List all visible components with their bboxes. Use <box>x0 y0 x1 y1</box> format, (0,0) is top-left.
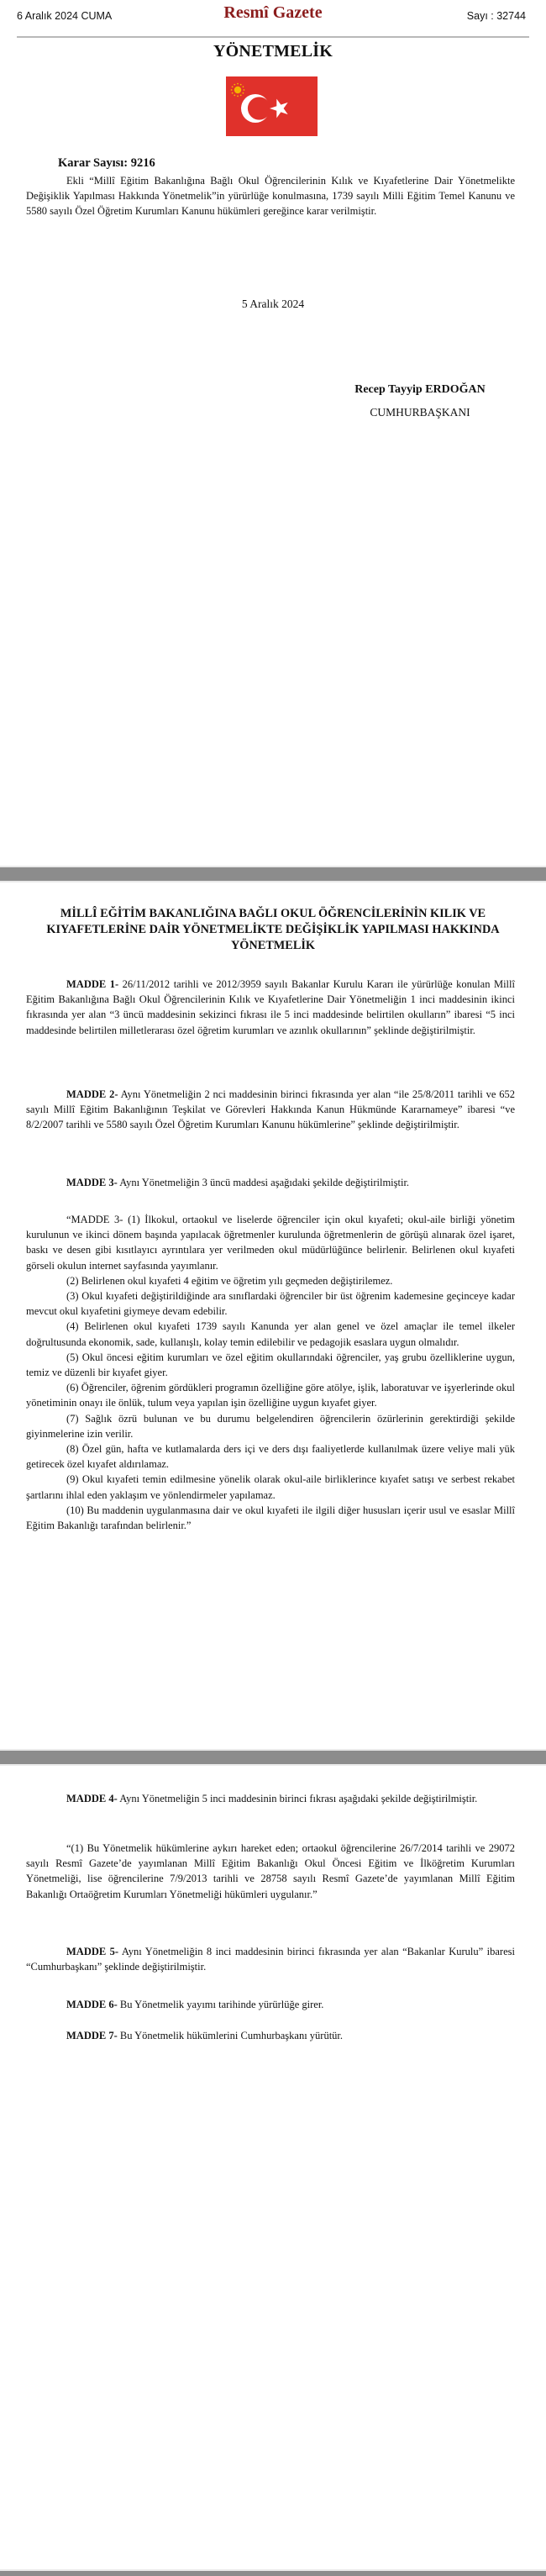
article-text: Aynı Yönetmeliğin 2 nci maddesinin birinci fıkrasında yer alan “ile 25/8/2011 tarihli ve 652 sayılı Millî Eğitim Bakanlığının Teşkilat ve Görevleri Hakkında Kanun Hükmünde Kararnameye” ibaresi “ve 8/2/2007 tarihli ve 5580 sayılı Özel Öğretim Kurumları Kanunu hükümlerine” şeklinde değiştirilmiştir. <box>26 1088 515 1131</box>
article-1 <box>26 977 515 1038</box>
article-label: MADDE 6- <box>66 1999 118 2010</box>
article-5 <box>26 1944 515 1974</box>
page-divider <box>0 2569 546 2576</box>
article-label: MADDE 5- <box>66 1946 119 1957</box>
issue-date: 6 Aralık 2024 CUMA <box>17 10 113 22</box>
article-label: MADDE 2- <box>66 1088 118 1100</box>
gazette-header <box>17 0 529 38</box>
signatory-title: CUMHURBAŞKANI <box>370 406 470 419</box>
presidential-flag-icon <box>226 76 318 136</box>
page-divider <box>0 866 546 882</box>
article-2 <box>26 1087 515 1133</box>
paragraph: (8) Özel gün, hafta ve kutlamalarda ders içi ve ders dışı faaliyetlerde kullanılmak üzere veliye mali yük getirecek özel kıyafet aldırılamaz. <box>26 1443 515 1471</box>
article-text: Bu Yönetmelik hükümlerini Cumhurbaşkanı yürütür. <box>117 2030 344 2041</box>
article-text: Aynı Yönetmeliğin 8 inci maddesinin birinci fıkrasında yer alan “Bakanlar Kurulu” ibaresi “Cumhurbaşkanı” şeklinde değiştirilmiştir. <box>26 1946 515 1973</box>
article-text: Bu Yönetmelik yayımı tarihinde yürürlüğe girer. <box>117 1999 324 2010</box>
decision-body: Ekli “Millî Eğitim Bakanlığına Bağlı Okul Öğrencilerinin Kılık ve Kıyafetlerine Dair Yönetmelikte Değişiklik Yapılması Hakkında Yönetmelik”in yürürlüğe konulmasına, 1739 sayılı Milli Eğitim Temel Kanunu ve 5580 sayılı Özel Öğretim Kurumları Kanunu hükümleri gereğince karar verilmiştir. <box>26 175 515 218</box>
article-label: MADDE 3- <box>66 1177 118 1188</box>
article-text: Aynı Yönetmeliğin 3 üncü maddesi aşağıdaki şekilde değiştirilmiştir. <box>117 1177 410 1188</box>
article-3 <box>26 1175 515 1190</box>
article-label: MADDE 1- <box>66 978 119 990</box>
article-6 <box>26 1997 515 2012</box>
article-4-amendment <box>26 1841 515 1902</box>
paragraph: (7) Sağlık özrü bulunan ve bu durumu belgelendiren öğrencilerin özürlerinin gerektirdiği şekilde giyinmelerine izin verilir. <box>26 1412 515 1440</box>
article-text: Aynı Yönetmeliğin 5 inci maddesinin birinci fıkrası aşağıdaki şekilde değiştirilmiştir. <box>117 1793 478 1804</box>
article-7 <box>26 2028 515 2043</box>
paragraph: “MADDE 3- (1) İlkokul, ortaokul ve liselerde öğrenciler için okul kıyafeti; okul-aile birliği yönetim kurulunun ve ikinci dönem başında yapılacak öğretmenler kurulunda öğretmenlerin de görüşü alınarak özel işaret, baskı ve desen gibi kısıtlayıcı ayrıntılara yer verilmeden okul müdürlüğünce belirlenir. Belirlenen okul kıyafeti görseli okulun internet sayfasında yayımlanır. <box>26 1214 515 1272</box>
article-3-amendment <box>26 1212 515 1533</box>
signatory-name: Recep Tayyip ERDOĞAN <box>354 383 486 396</box>
decision-number: Karar Sayısı: 9216 <box>58 156 155 170</box>
paragraph: (9) Okul kıyafeti temin edilmesine yönelik olarak okul-aile birliklerince kıyafet satışı ve serbest rekabet şartlarını ihlal eden yaklaşım ve yönlendirmeler yapılamaz. <box>26 1473 515 1501</box>
gazette-title: Resmî Gazete <box>223 3 323 22</box>
paragraph: (6) Öğrenciler, öğrenim gördükleri programın özelliğine göre atölye, işlik, laboratuvar ve işyerlerinde okul yönetiminin onayı ile önlük, tulum veya yapılan işin özelliğine uygun kıyafet giyer. <box>26 1382 515 1409</box>
article-4 <box>26 1791 515 1806</box>
article-text: 26/11/2012 tarihli ve 2012/3959 sayılı Bakanlar Kurulu Kararı ile yürürlüğe konulan Millî Eğitim Bakanlığına Bağlı Okul Öğrencilerinin Kılık ve Kıyafetlerine Dair Yönetmeliğin 1 inci maddesinin ikinci fıkrasında yer alan “3 üncü maddesinin sekizinci fıkrası ile 5 inci maddesinde belirtilen okulların” ibaresi “5 inci maddesinde belirtilen milletlerarası özel öğretim kurumları ve azınlık okullarının” şeklinde değiştirilmiştir. <box>26 978 515 1036</box>
paragraph: (10) Bu maddenin uygulanmasına dair ve okul kıyafeti ile ilgili diğer hususları içerir usul ve esaslar Millî Eğitim Bakanlığı tarafından belirlenir.” <box>26 1504 515 1532</box>
issue-number: Sayı : 32744 <box>466 10 526 22</box>
section-title: YÖNETMELİK <box>213 42 333 61</box>
article-label: MADDE 7- <box>66 2030 118 2041</box>
paragraph: (2) Belirlenen okul kıyafeti 4 eğitim ve öğretim yılı geçmeden değiştirilemez. <box>66 1274 393 1287</box>
paragraph: (3) Okul kıyafeti değiştirildiğinde ara sınıflardaki öğrenciler bir üst öğrenim kademesine geçinceye kadar mevcut okul kıyafetini giymeye devam edebilir. <box>26 1290 515 1318</box>
decision-date: 5 Aralık 2024 <box>241 298 305 310</box>
paragraph: (5) Okul öncesi eğitim kurumları ve özel eğitim okullarındaki öğrenciler, yaş grubu özelliklerine uygun, temiz ve düzenli bir kıyafet giyer. <box>26 1351 515 1379</box>
article-label: MADDE 4- <box>66 1793 118 1804</box>
paragraph: (4) Belirlenen okul kıyafeti 1739 sayılı Kanunda yer alan genel ve özel amaçlar ile temel ilkeler doğrultusunda ekonomik, sade, kullanışlı, kolay temin edilebilir ve pedagojik esaslara uygun olmalıdır. <box>26 1320 515 1348</box>
article-text: “(1) Bu Yönetmelik hükümlerine aykırı hareket eden; ortaokul öğrencilerine 26/7/2014 tarihli ve 29072 sayılı Resmî Gazete’de yayımlanan Millî Eğitim Bakanlığı Okul Öncesi Eğitim ve İlköğretim Kurumları Yönetmeliği, lise öğrencilerine 7/9/2013 tarihli ve 28758 sayılı Resmî Gazete’de yayımlanan Millî Eğitim Bakanlığı Ortaöğretim Kurumları Yönetmeliği hükümleri uygulanır.” <box>26 1842 515 1900</box>
regulation-title: MİLLÎ EĞİTİM BAKANLIĞINA BAĞLI OKUL ÖĞRENCİLERİNİN KILIK VE KIYAFETLERİNE DAİR YÖNETMELİKTE DEĞİŞİKLİK YAPILMASI HAKKINDA YÖNETMELİK <box>46 907 500 952</box>
page-divider <box>0 1749 546 1766</box>
